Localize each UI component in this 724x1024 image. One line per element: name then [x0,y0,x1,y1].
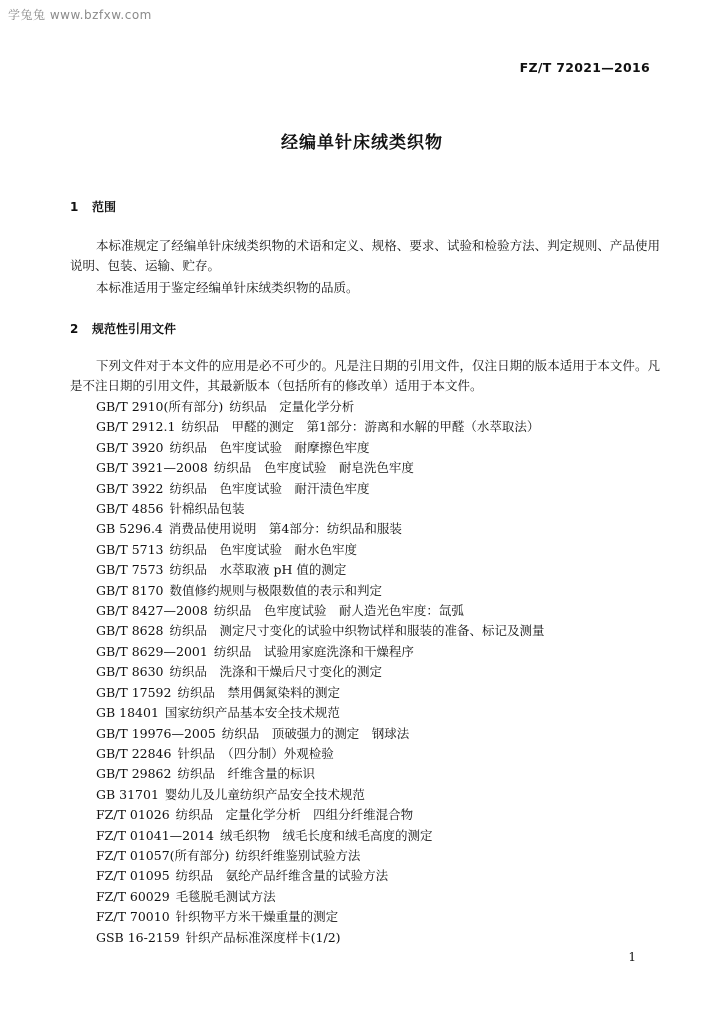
watermark: 学兔兔 www.bzfxw.com [8,8,152,22]
reference-code: GB/T 3922 [96,480,164,496]
reference-title: 针棉织品包装 [169,501,245,517]
standard-code: FZ/T 72021—2016 [519,60,650,75]
reference-title: 纺织品 甲醛的测定 第1部分：游离和水解的甲醛（水萃取法） [181,419,540,435]
reference-title: 纺织品 色牢度试验 耐人造光色牢度：氙弧 [213,603,464,619]
reference-code: FZ/T 01026 [96,807,170,823]
reference-item [96,744,545,764]
reference-item [96,907,545,927]
reference-title: 纺织品 色牢度试验 耐摩擦色牢度 [169,439,370,455]
section-heading-normative-references [70,320,176,337]
reference-code: GB/T 8630 [96,664,164,680]
reference-item [96,438,545,458]
reference-title: 国家纺织产品基本安全技术规范 [164,705,340,721]
reference-title: 绒毛织物 绒毛长度和绒毛高度的测定 [219,827,433,843]
reference-title: 毛毯脱毛测试方法 [175,888,276,904]
reference-item [96,540,545,560]
page-number: 1 [628,950,636,964]
reference-title: 纺织品 顶破强力的测定 钢球法 [221,725,410,741]
paragraph: 本标准规定了经编单针床绒类织物的术语和定义、规格、要求、试验和检验方法、判定规则、产品使用说明、包装、运输、贮存。 [70,238,660,273]
section-heading-scope [70,198,116,215]
reference-item [96,621,545,641]
reference-code: GB/T 2910(所有部分) [96,399,224,414]
reference-item [96,826,545,846]
reference-title: 纺织纤维鉴别试验方法 [235,847,361,863]
reference-item [96,683,545,703]
reference-code: GB/T 3920 [96,439,164,455]
reference-code: GB/T 4856 [96,501,164,517]
reference-item [96,458,545,478]
reference-title: 纺织品 试验用家庭洗涤和干燥程序 [213,643,414,659]
reference-item [96,642,545,662]
reference-item [96,887,545,907]
reference-item [96,846,545,866]
section-title: 范围 [92,200,117,214]
reference-code: GB/T 8427—2008 [96,603,208,619]
document-title: 经编单针床绒类织物 [281,133,443,153]
reference-item [96,764,545,784]
paragraph: 下列文件对于本文件的应用是必不可少的。凡是注日期的引用文件，仅注日期的版本适用于本文件。凡是不注日期的引用文件，其最新版本（包括所有的修改单）适用于本文件。 [70,358,660,393]
reference-title: 纺织品 测定尺寸变化的试验中织物试样和服装的准备、标记及测量 [169,623,545,639]
reference-item [96,601,545,621]
reference-title: 纺织品 氨纶产品纤维含量的试验方法 [175,868,389,884]
section-title: 规范性引用文件 [92,322,177,336]
reference-code: GB/T 8629—2001 [96,643,208,659]
reference-code: GB/T 17592 [96,684,172,700]
reference-code: FZ/T 60029 [96,888,170,904]
reference-code: GB/T 3921—2008 [96,460,208,476]
reference-title: 纺织品 纤维含量的标识 [177,766,315,782]
reference-code: GB/T 5713 [96,541,164,557]
reference-item [96,499,545,519]
reference-item [96,560,545,580]
reference-code: GB/T 19976—2005 [96,725,216,741]
reference-code: GB/T 29862 [96,766,172,782]
reference-title: 针织物平方米干燥重量的测定 [175,909,339,925]
reference-title: 纺织品 色牢度试验 耐汗渍色牢度 [169,480,370,496]
reference-code: GB 31701 [96,786,159,802]
reference-item [96,785,545,805]
reference-item [96,397,545,417]
reference-title: 纺织品 色牢度试验 耐皂洗色牢度 [213,460,414,476]
reference-title: 纺织品 定量化学分析 [229,399,355,414]
reference-title: 消费品使用说明 第4部分：纺织品和服装 [168,521,402,537]
reference-item [96,519,545,539]
section-number: 1 [70,200,79,214]
reference-item [96,866,545,886]
reference-code: GB/T 7573 [96,562,164,578]
reference-code: GB 18401 [96,705,159,721]
reference-title: 针织产品标准深度样卡(1/2) [185,929,341,945]
reference-item [96,928,545,948]
reference-code: FZ/T 01041—2014 [96,827,214,843]
reference-code: GB/T 8170 [96,582,164,598]
reference-code: GSB 16-2159 [96,929,180,945]
reference-item [96,724,545,744]
section-number: 2 [70,322,79,336]
reference-title: 纺织品 定量化学分析 四组分纤维混合物 [175,807,414,823]
reference-item [96,581,545,601]
reference-code: FZ/T 70010 [96,909,170,925]
reference-item [96,703,545,723]
reference-title: 针织品 （四分制）外观检验 [177,745,334,761]
reference-title: 数值修约规则与极限数值的表示和判定 [169,582,383,598]
reference-title: 纺织品 色牢度试验 耐水色牢度 [169,541,358,557]
reference-code: GB/T 8628 [96,623,164,639]
reference-title: 纺织品 禁用偶氮染料的测定 [177,684,340,700]
reference-item [96,417,545,437]
reference-title: 纺织品 水萃取液 pH 值的测定 [169,562,347,578]
reference-list [96,397,545,948]
reference-code: GB 5296.4 [96,521,163,537]
reference-item [96,662,545,682]
reference-item [96,805,545,825]
reference-code: FZ/T 01057(所有部分) [96,847,230,863]
reference-code: FZ/T 01095 [96,868,170,884]
reference-title: 婴幼儿及儿童纺织产品安全技术规范 [164,786,365,802]
reference-title: 纺织品 洗涤和干燥后尺寸变化的测定 [169,664,383,680]
reference-item [96,479,545,499]
paragraph: 本标准适用于鉴定经编单针床绒类织物的品质。 [96,280,359,295]
reference-code: GB/T 2912.1 [96,419,176,435]
reference-code: GB/T 22846 [96,745,172,761]
